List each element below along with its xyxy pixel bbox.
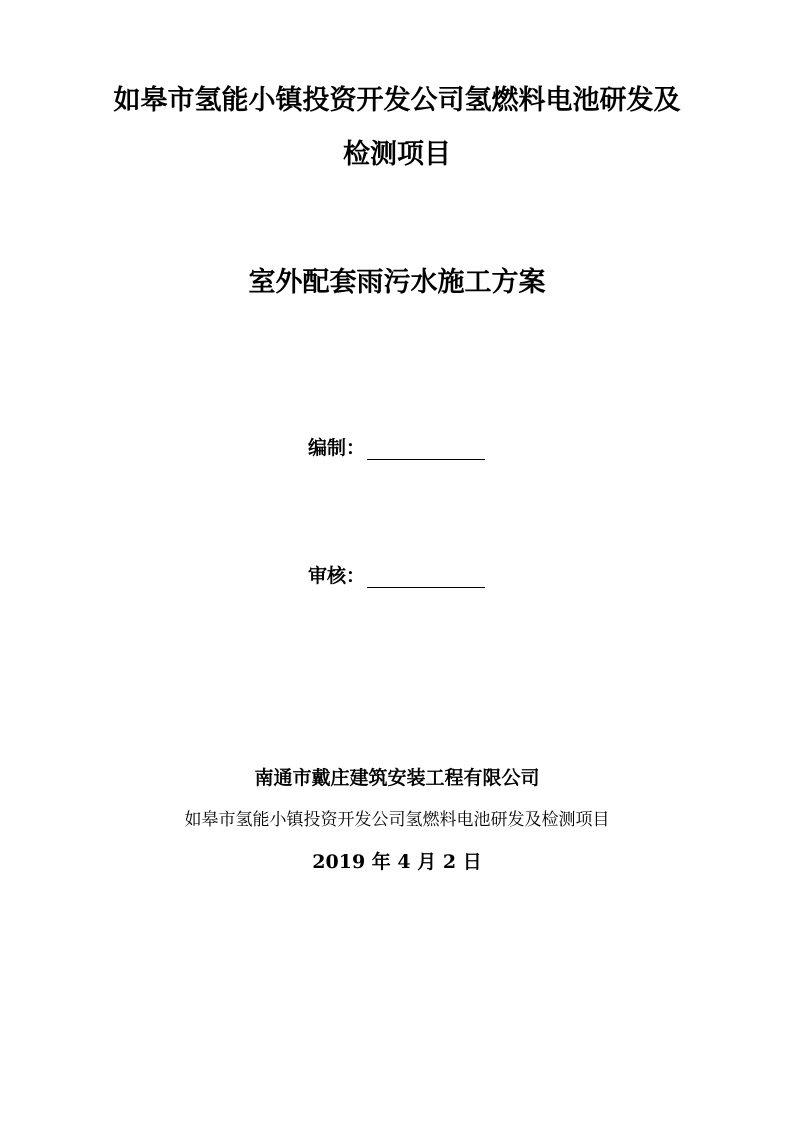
editor-signature-blank xyxy=(367,437,485,460)
editor-signature-row xyxy=(308,432,485,460)
company-name: 南通市戴庄建筑安装工程有限公司 xyxy=(254,767,540,789)
document-title-line-2: 检测项目 xyxy=(343,139,451,170)
document-title-line-1: 如皋市氢能小镇投资开发公司氢燃料电池研发及 xyxy=(113,85,681,116)
document-date: 2019 年 4 月 2 日 xyxy=(312,851,482,873)
document-subtitle: 室外配套雨污水施工方案 xyxy=(248,267,546,298)
editor-label: 编制： xyxy=(308,437,366,459)
reviewer-signature-row xyxy=(308,560,485,588)
reviewer-signature-blank xyxy=(367,565,485,588)
reviewer-label: 审核： xyxy=(308,565,366,587)
project-name: 如皋市氢能小镇投资开发公司氢燃料电池研发及检测项目 xyxy=(184,810,610,830)
